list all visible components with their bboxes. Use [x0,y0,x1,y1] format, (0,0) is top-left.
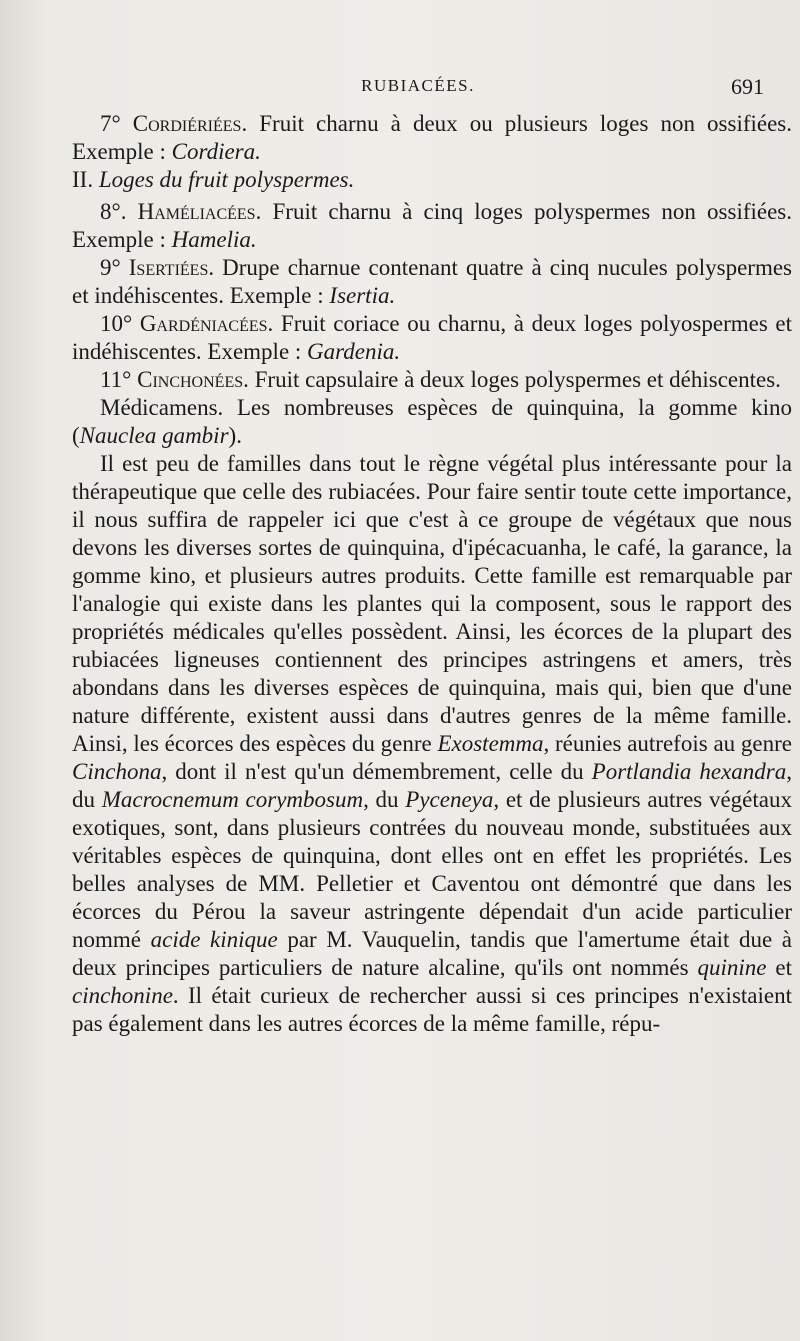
genus-exostemma: Exostemma [437,731,544,756]
body-text [72,110,792,1038]
paragraph-cordieriees [72,110,792,166]
item-number: 10° [100,311,133,336]
species-macrocnemum: Macrocnemum corymbosum [101,787,364,812]
page-number: 691 [731,74,764,99]
paragraph-hameliacees: 8°. Haméliacées. Fruit charnu à cinq loges polyspermes non ossifiées. Exemple : Hamelia. [72,199,792,252]
tribe-description: . Fruit charnu à deux ou plusieurs loges non ossifiées. Exemple : [72,111,793,164]
paragraph-isertiees [72,254,792,310]
tribe-description: . Fruit capsulaire à deux loges polyspermes et déhiscentes. [243,367,781,392]
section-title: Loges du fruit polyspermes. [98,167,355,192]
tribe-description: . Drupe charnue contenant quatre à cinq nucules polyspermes et indéhiscentes. Exemple : [72,255,792,308]
section-number: II. [72,167,94,192]
term-acide-kinique: acide kinique [150,927,278,952]
tribe-name: Cinchonées [137,367,244,392]
term-quinine: quinine [697,955,767,980]
section-heading [72,166,792,194]
species-portlandia: Portlandia hexandra [591,759,787,784]
example-genus: Gardenia. [307,339,401,364]
genus-pyceneya: Pyceneya [405,787,494,812]
paragraph-medicamens: Médicamens. Les nombreuses espèces de quinquina, la gomme kino (Nauclea gambir). [72,395,792,448]
item-number: 11° [100,367,132,392]
example-genus: Hamelia. [171,227,257,252]
term-cinchonine: cinchonine [72,983,173,1008]
item-number: 7° [100,111,121,136]
paragraph-cinchonees [72,366,792,394]
item-number: 9° [100,255,121,280]
paragraph-therapeutics: Il est peu de familles dans tout le règne végétal plus intéressante pour la thérapeutique que celle des rubiacées. Pour faire sentir toute cette importance, il nous suffira de rappeler ici que c'est à ce groupe de végétaux que nous devons les diverses sortes de quinquina, d'ipécacuanha, le café, la garance, la gomme kino, et plusieurs autres produits. Cette famille est remarquable par l'analogie qui existe dans les plantes qui la composent, sous le rapport des propriétés médicales qu'elles possèdent. Ainsi, les écorces de la plupart des rubiacées ligneuses contiennent des principes astringens et amers, très abondans dans les diverses espèces de quinquina, mais qui, bien que d'une nature différente, existent aussi dans d'autres genres de la même famille. Ainsi, les écorces des espèces du genre Exostemma, réunies autrefois au genre Cinchona, dont il n'est qu'un démembrement, celle du Portlandia hexandra, du Macrocnemum corymbosum, du Pyceneya, et de plusieurs autres végétaux exotiques, sont, dans plusieurs contrées du nouveau monde, substituées aux véritables espèces de quinquina, dont elles ont en effet les propriétés. Les belles analyses de MM. Pelletier et Caventou ont démontré que dans les écorces du Pérou la saveur astringente dépendait d'un acide particulier nommé acide kinique par M. Vauquelin, tandis que l'amertume était due à deux principes particuliers de nature alcaline, qu'ils ont nommés quinine et cinchonine. Il était curieux de rechercher aussi si ces principes n'existaient pas également dans les autres écorces de la même famille, répu- [72,451,793,1036]
page-header [72,76,764,102]
tribe-name: Cordiériées [132,111,242,136]
example-genus: Isertia. [329,283,396,308]
item-number: 8° [100,199,121,224]
tribe-name: Haméliacées [137,199,256,224]
paragraph-gardeniacees [72,310,792,366]
species-name: Nauclea gambir [79,423,229,448]
running-title: RUBIACÉES. [361,76,475,95]
example-genus: Cordiera. [171,139,261,164]
genus-cinchona: Cinchona [72,759,162,784]
tribe-description: . Fruit charnu à cinq loges polyspermes non ossifiées. Exemple : [72,199,792,252]
tribe-name: Gardéniacées [139,311,268,336]
tribe-name: Isertiées [128,255,209,280]
tribe-description: . Fruit coriace ou charnu, à deux loges polyospermes et indéhiscentes. Exemple : [72,311,793,364]
